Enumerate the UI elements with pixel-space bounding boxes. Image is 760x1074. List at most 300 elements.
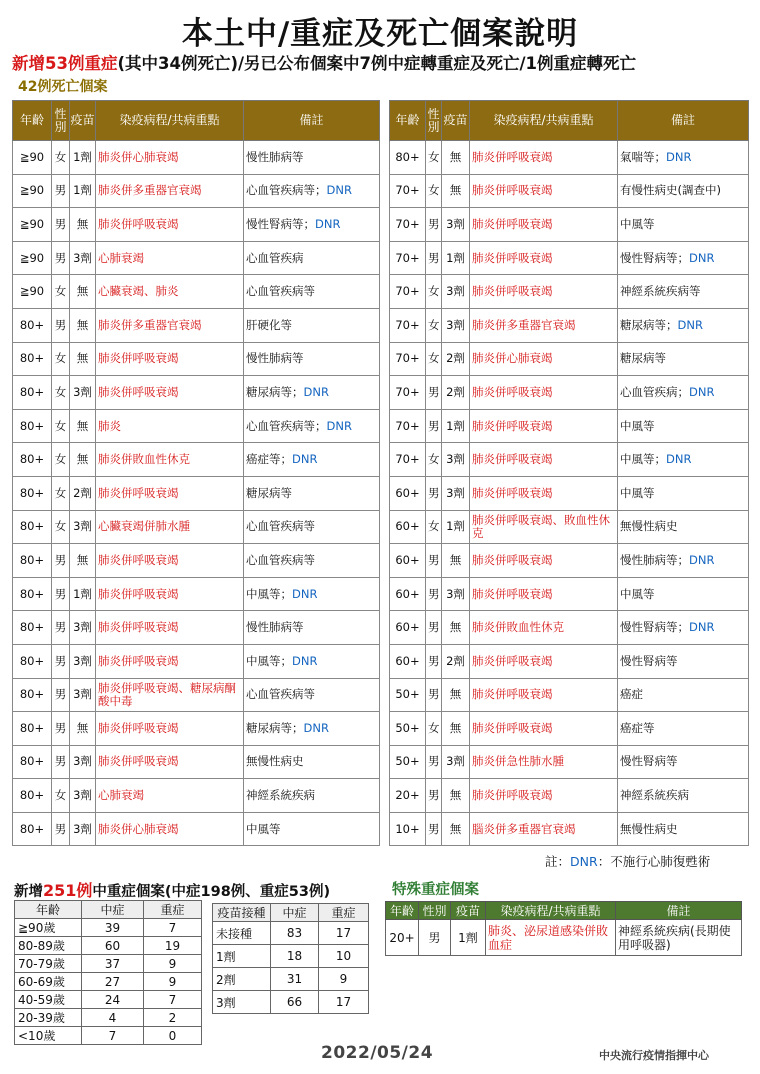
table-row — [13, 779, 380, 813]
note-cell — [244, 745, 380, 779]
col-course: 染疫病程/共病重點 — [96, 101, 244, 141]
vaccine-cell: 1劑 — [70, 174, 96, 208]
note-cell — [618, 275, 749, 309]
table-row — [213, 945, 369, 968]
age-cell: 80+ — [13, 779, 52, 813]
table-row — [390, 644, 749, 678]
age-cell: 80+ — [13, 409, 52, 443]
course-cell: 肺炎併心肺衰竭 — [96, 812, 244, 846]
table-row — [390, 510, 749, 544]
special-case-table — [385, 901, 742, 956]
table-row — [390, 712, 749, 746]
sex-cell: 男 — [426, 812, 442, 846]
note-text: 神經系統疾病 — [246, 788, 315, 803]
course-cell: 肺炎併呼吸衰竭 — [470, 275, 618, 309]
course-cell: 肺炎併心肺衰竭 — [96, 141, 244, 175]
table-row — [390, 779, 749, 813]
table-row — [390, 241, 749, 275]
vaccine-cell: 3劑 — [70, 745, 96, 779]
vaccine-cell: 3劑 — [442, 577, 470, 611]
course-cell: 肺炎併呼吸衰竭 — [470, 443, 618, 477]
vaccine-cell: 1劑 — [442, 409, 470, 443]
dnr-tag: DNR — [326, 418, 352, 433]
note-cell: 神經系統疾病(長期使用呼吸器) — [616, 920, 742, 956]
vaccine-cell: 3劑 — [442, 745, 470, 779]
note-text: 慢性腎病等； — [620, 250, 689, 265]
table-row — [13, 510, 380, 544]
age-cell: 10+ — [390, 812, 426, 846]
special-title: 特殊重症個案 — [392, 882, 479, 898]
vaccine-cell: 3劑 — [442, 308, 470, 342]
table-row — [15, 973, 202, 991]
course-cell: 肺炎併呼吸衰竭 — [470, 779, 618, 813]
col-vaccine: 疫苗 — [451, 902, 486, 920]
note-cell — [618, 779, 749, 813]
age-cell: ≧90 — [13, 174, 52, 208]
vaccine-cell: 1劑 — [70, 141, 96, 175]
table-row — [390, 141, 749, 175]
deaths-table-left — [12, 100, 380, 846]
age-cell: 70+ — [390, 376, 426, 410]
vaccine-cell: 無 — [442, 174, 470, 208]
col-vaccine: 疫苗 — [442, 101, 470, 141]
table-row — [390, 409, 749, 443]
moderate-cell: 66 — [271, 991, 319, 1014]
note-text: 慢性肺病等； — [620, 552, 689, 567]
vaccination-cell: 1劑 — [213, 945, 271, 968]
course-cell: 肺炎併心肺衰竭 — [470, 342, 618, 376]
note-cell — [618, 745, 749, 779]
vaccine-cell: 無 — [442, 544, 470, 578]
table-row — [13, 745, 380, 779]
note-text: 無慢性病史 — [620, 519, 678, 534]
course-cell: 肺炎併呼吸衰竭 — [470, 208, 618, 242]
table-row — [13, 376, 380, 410]
note-text: 慢性腎病等 — [620, 754, 678, 769]
col-age: 年齡 — [15, 901, 82, 919]
table-row — [13, 443, 380, 477]
table-row — [15, 919, 202, 937]
sex-cell: 男 — [426, 644, 442, 678]
dnr-tag: DNR — [677, 317, 703, 332]
note-cell — [618, 510, 749, 544]
col-sex: 性別 — [52, 101, 70, 141]
age-cell: 80+ — [13, 510, 52, 544]
age-group-cell: 80-89歲 — [15, 937, 82, 955]
sex-cell: 男 — [52, 678, 70, 712]
note-text: 心血管疾病等 — [246, 284, 315, 299]
course-cell: 心臟衰竭、肺炎 — [96, 275, 244, 309]
table-row — [13, 577, 380, 611]
severe-cell: 7 — [144, 919, 202, 937]
table-row — [390, 544, 749, 578]
col-severe: 重症 — [144, 901, 202, 919]
note-cell — [244, 241, 380, 275]
age-cell: 70+ — [390, 174, 426, 208]
age-cell: 50+ — [390, 678, 426, 712]
age-cell: 80+ — [13, 611, 52, 645]
vaccine-cell: 3劑 — [70, 241, 96, 275]
dnr-footnote: 註：DNR：不施行心肺復甦術 — [545, 854, 711, 869]
age-cell: 60+ — [390, 510, 426, 544]
course-cell: 肺炎併呼吸衰竭 — [96, 712, 244, 746]
dnr-tag: DNR — [292, 586, 318, 601]
table-row — [13, 141, 380, 175]
vaccine-cell: 無 — [442, 779, 470, 813]
table-row — [213, 922, 369, 945]
table-row — [15, 937, 202, 955]
course-cell: 肺炎併呼吸衰竭 — [96, 745, 244, 779]
age-stats-table — [14, 900, 202, 1045]
table-row — [15, 955, 202, 973]
course-cell: 肺炎併多重器官衰竭 — [96, 174, 244, 208]
vaccine-cell: 無 — [70, 275, 96, 309]
note-cell — [618, 174, 749, 208]
course-cell: 肺炎併呼吸衰竭 — [96, 544, 244, 578]
vaccine-cell: 無 — [70, 208, 96, 242]
vaccine-cell: 3劑 — [442, 275, 470, 309]
vaccine-cell: 1劑 — [442, 241, 470, 275]
note-text: 有慢性病史(調查中) — [620, 183, 721, 198]
table-row — [390, 577, 749, 611]
note-cell — [618, 443, 749, 477]
age-cell: 80+ — [13, 308, 52, 342]
course-cell: 肺炎併呼吸衰竭 — [470, 476, 618, 510]
table-row — [13, 712, 380, 746]
severe-cell: 9 — [144, 955, 202, 973]
vaccination-cell: 2劑 — [213, 968, 271, 991]
vaccine-cell: 3劑 — [70, 678, 96, 712]
course-cell: 肺炎併呼吸衰竭 — [470, 174, 618, 208]
moderate-cell: 60 — [82, 937, 144, 955]
age-cell: 70+ — [390, 342, 426, 376]
course-cell: 肺炎併呼吸衰竭 — [470, 644, 618, 678]
vaccine-cell: 3劑 — [442, 476, 470, 510]
sex-cell: 男 — [426, 745, 442, 779]
table-row — [13, 275, 380, 309]
table-row — [386, 920, 742, 956]
col-age: 年齡 — [13, 101, 52, 141]
note-cell — [618, 812, 749, 846]
note-cell — [244, 476, 380, 510]
note-text: 氣喘等； — [620, 149, 666, 164]
sex-cell: 男 — [426, 611, 442, 645]
table-row — [13, 611, 380, 645]
note-cell — [244, 812, 380, 846]
table-row — [390, 476, 749, 510]
note-text: 糖尿病等； — [246, 720, 304, 735]
dnr-tag: DNR — [303, 384, 329, 399]
course-cell: 肺炎併多重器官衰竭 — [470, 308, 618, 342]
subtitle — [12, 50, 636, 74]
table-row — [13, 476, 380, 510]
note-text: 神經系統疾病 — [620, 788, 689, 803]
note-text: 心血管疾病 — [246, 250, 304, 265]
course-cell: 肺炎併呼吸衰竭 — [96, 644, 244, 678]
col-note: 備註 — [618, 101, 749, 141]
col-sex: 性別 — [419, 902, 451, 920]
moderate-cell: 24 — [82, 991, 144, 1009]
sex-cell: 男 — [52, 208, 70, 242]
course-cell: 肺炎併多重器官衰竭 — [96, 308, 244, 342]
vaccine-cell: 無 — [442, 712, 470, 746]
col-age: 年齡 — [390, 101, 426, 141]
note-text: 中風等 — [620, 216, 655, 231]
dnr-tag: DNR — [689, 384, 715, 399]
table-row — [13, 812, 380, 846]
sex-cell: 男 — [52, 812, 70, 846]
organization: 中央流行疫情指揮中心 — [599, 1049, 709, 1062]
sex-cell: 男 — [52, 241, 70, 275]
note-cell — [244, 577, 380, 611]
note-cell — [244, 342, 380, 376]
age-cell: ≧90 — [13, 241, 52, 275]
course-cell: 肺炎併呼吸衰竭 — [470, 678, 618, 712]
vaccine-cell: 3劑 — [70, 376, 96, 410]
note-cell — [244, 712, 380, 746]
sex-cell: 男 — [52, 644, 70, 678]
severe-cell: 9 — [319, 968, 369, 991]
note-cell — [618, 342, 749, 376]
dnr-tag: DNR — [315, 216, 341, 231]
dnr-tag: DNR — [326, 183, 352, 198]
note-cell — [618, 611, 749, 645]
age-group-cell: 70-79歲 — [15, 955, 82, 973]
vaccine-cell: 無 — [442, 812, 470, 846]
note-cell — [618, 141, 749, 175]
age-cell: 80+ — [13, 544, 52, 578]
age-cell: 80+ — [13, 376, 52, 410]
table-row — [390, 745, 749, 779]
course-cell: 肺炎併呼吸衰竭 — [96, 208, 244, 242]
table-row — [15, 1009, 202, 1027]
age-cell: 70+ — [390, 275, 426, 309]
course-cell: 肺炎併呼吸衰竭 — [96, 611, 244, 645]
sex-cell: 女 — [426, 174, 442, 208]
age-cell: ≧90 — [13, 141, 52, 175]
note-cell — [244, 544, 380, 578]
sex-cell: 女 — [426, 141, 442, 175]
col-course: 染疫病程/共病重點 — [486, 902, 616, 920]
moderate-cell: 39 — [82, 919, 144, 937]
age-cell: 60+ — [390, 577, 426, 611]
sex-cell: 男 — [426, 376, 442, 410]
sex-cell: 女 — [52, 376, 70, 410]
course-cell: 肺炎併急性肺水腫 — [470, 745, 618, 779]
course-cell: 肺炎併呼吸衰竭 — [470, 376, 618, 410]
vaccine-cell: 無 — [442, 678, 470, 712]
age-cell: 80+ — [13, 443, 52, 477]
table-row — [390, 275, 749, 309]
course-cell: 肺炎 — [96, 409, 244, 443]
note-text: 慢性肺病等 — [246, 620, 304, 635]
note-text: 心血管疾病等； — [246, 418, 327, 433]
vaccine-cell: 無 — [442, 141, 470, 175]
vaccine-cell: 2劑 — [442, 376, 470, 410]
note-text: 慢性腎病等； — [620, 620, 689, 635]
note-text: 糖尿病等 — [246, 485, 292, 500]
note-cell — [618, 544, 749, 578]
note-text: 中風等 — [620, 586, 655, 601]
note-cell — [618, 308, 749, 342]
vaccine-cell: 無 — [70, 308, 96, 342]
dnr-tag: DNR — [666, 452, 692, 467]
dnr-tag: DNR — [292, 452, 318, 467]
note-cell — [244, 174, 380, 208]
vaccine-cell: 無 — [70, 409, 96, 443]
vaccine-cell: 3劑 — [70, 812, 96, 846]
age-cell: 70+ — [390, 241, 426, 275]
sex-cell: 男 — [52, 174, 70, 208]
sex-cell: 男 — [426, 779, 442, 813]
age-cell: 80+ — [13, 644, 52, 678]
table-row — [390, 308, 749, 342]
age-cell: 80+ — [13, 342, 52, 376]
sex-cell: 女 — [52, 275, 70, 309]
note-cell — [618, 208, 749, 242]
note-text: 中風等； — [246, 586, 292, 601]
moderate-cell: 37 — [82, 955, 144, 973]
note-text: 心血管疾病； — [620, 384, 689, 399]
age-cell: 60+ — [390, 611, 426, 645]
vaccine-cell: 1劑 — [451, 920, 486, 956]
table-row — [13, 208, 380, 242]
sex-cell: 女 — [52, 476, 70, 510]
moderate-cell: 83 — [271, 922, 319, 945]
note-text: 慢性腎病等； — [246, 216, 315, 231]
severe-cell: 10 — [319, 945, 369, 968]
course-cell: 肺炎併呼吸衰竭 — [470, 577, 618, 611]
moderate-cell: 4 — [82, 1009, 144, 1027]
note-text: 癌症等 — [620, 720, 655, 735]
sex-cell: 男 — [426, 476, 442, 510]
vaccine-stats-table — [212, 903, 369, 1014]
sex-cell: 女 — [426, 308, 442, 342]
col-course: 染疫病程/共病重點 — [470, 101, 618, 141]
sex-cell: 男 — [426, 678, 442, 712]
vaccine-cell: 1劑 — [442, 510, 470, 544]
vaccine-cell: 3劑 — [70, 779, 96, 813]
note-text: 糖尿病等 — [620, 351, 666, 366]
table-row — [13, 174, 380, 208]
age-cell: 60+ — [390, 476, 426, 510]
table-row — [390, 174, 749, 208]
age-cell: 50+ — [390, 712, 426, 746]
sex-cell: 男 — [52, 577, 70, 611]
sex-cell: 男 — [419, 920, 451, 956]
course-cell: 肺炎併呼吸衰竭 — [470, 141, 618, 175]
sex-cell: 男 — [52, 745, 70, 779]
course-cell: 肺炎併呼吸衰竭 — [96, 577, 244, 611]
age-group-cell: ≧90歲 — [15, 919, 82, 937]
severe-cell: 0 — [144, 1027, 202, 1045]
note-cell — [244, 141, 380, 175]
table-row — [13, 308, 380, 342]
note-cell — [244, 644, 380, 678]
severe-cell: 17 — [319, 922, 369, 945]
course-cell: 肺炎併呼吸衰竭 — [96, 476, 244, 510]
course-cell: 肺炎併敗血性休克 — [96, 443, 244, 477]
severe-cell: 17 — [319, 991, 369, 1014]
age-cell: 70+ — [390, 308, 426, 342]
note-cell — [618, 409, 749, 443]
sex-cell: 女 — [52, 779, 70, 813]
age-cell: 70+ — [390, 208, 426, 242]
table-row — [213, 968, 369, 991]
sex-cell: 男 — [52, 308, 70, 342]
note-text: 無慢性病史 — [620, 821, 678, 836]
note-text: 慢性腎病等 — [620, 653, 678, 668]
course-cell: 肺炎併呼吸衰竭 — [470, 712, 618, 746]
table-row — [13, 644, 380, 678]
report-date: 2022/05/24 — [321, 1043, 434, 1063]
table-row — [13, 544, 380, 578]
note-cell — [244, 678, 380, 712]
sex-cell: 女 — [426, 712, 442, 746]
note-cell — [618, 678, 749, 712]
vaccine-cell: 2劑 — [70, 476, 96, 510]
age-cell: ≧90 — [13, 275, 52, 309]
age-cell: 80+ — [13, 712, 52, 746]
sex-cell: 女 — [52, 510, 70, 544]
vaccine-cell: 3劑 — [70, 611, 96, 645]
age-group-cell: 40-59歲 — [15, 991, 82, 1009]
severe-cell: 9 — [144, 973, 202, 991]
sex-cell: 女 — [426, 510, 442, 544]
sex-cell: 男 — [426, 544, 442, 578]
dnr-tag: DNR — [292, 653, 318, 668]
note-text: 神經系統疾病等 — [620, 284, 701, 299]
age-cell: 80+ — [13, 745, 52, 779]
table-row — [390, 342, 749, 376]
course-cell: 心臟衰竭併肺水腫 — [96, 510, 244, 544]
sex-cell: 女 — [52, 443, 70, 477]
table-row — [13, 409, 380, 443]
age-cell: 80+ — [13, 678, 52, 712]
deaths-table-right — [389, 100, 749, 846]
sex-cell: 女 — [426, 342, 442, 376]
note-cell — [618, 376, 749, 410]
moderate-cell: 7 — [82, 1027, 144, 1045]
sex-cell: 男 — [426, 577, 442, 611]
col-sex: 性別 — [426, 101, 442, 141]
table-row — [15, 1027, 202, 1045]
col-vaccine: 疫苗 — [70, 101, 96, 141]
vaccine-cell: 無 — [70, 712, 96, 746]
subtitle-detail: (其中34例死亡)/另已公布個案中7例中症轉重症及死亡/1例重症轉死亡 — [117, 54, 637, 73]
note-text: 中風等 — [246, 821, 281, 836]
sex-cell: 女 — [52, 141, 70, 175]
vaccine-cell: 2劑 — [442, 342, 470, 376]
note-text: 中風等 — [620, 485, 655, 500]
course-cell: 肺炎併呼吸衰竭 — [96, 342, 244, 376]
note-cell — [244, 409, 380, 443]
note-cell — [244, 611, 380, 645]
note-text: 癌症等； — [246, 452, 292, 467]
age-cell: 70+ — [390, 409, 426, 443]
note-text: 慢性肺病等 — [246, 149, 304, 164]
vaccine-cell: 3劑 — [70, 644, 96, 678]
table-row — [13, 678, 380, 712]
age-group-cell: <10歲 — [15, 1027, 82, 1045]
table-row — [213, 991, 369, 1014]
vaccine-cell: 無 — [70, 443, 96, 477]
deaths-label: 42例死亡個案 — [18, 79, 108, 95]
note-cell — [618, 476, 749, 510]
col-note: 備註 — [244, 101, 380, 141]
age-cell: 60+ — [390, 544, 426, 578]
moderate-severe-title: 新增251例中重症個案(中症198例、重症53例) — [14, 881, 331, 900]
